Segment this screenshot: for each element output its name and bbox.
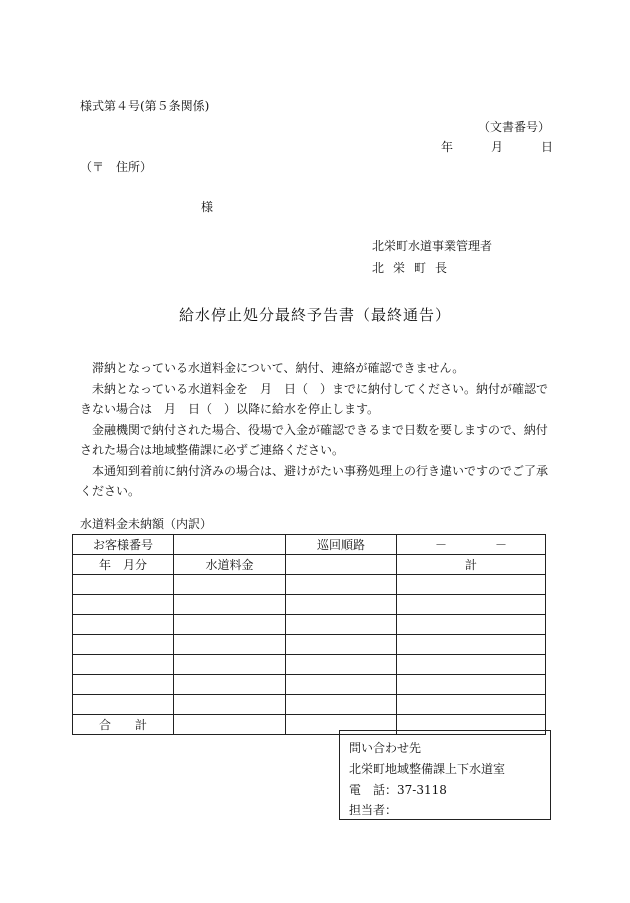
table-cell — [286, 695, 397, 715]
document-number: （文書番号） — [477, 120, 550, 134]
table-cell — [286, 615, 397, 635]
table-header-row — [73, 535, 546, 555]
table-cell — [73, 615, 174, 635]
table-cell — [397, 655, 546, 675]
table-cell — [174, 655, 286, 675]
contact-person: 担当者： — [349, 803, 398, 817]
table-caption: 水道料金未納額（内訳） — [80, 517, 213, 531]
table-cell — [286, 675, 397, 695]
col-month: 年 月分 — [73, 555, 174, 575]
table-cell — [397, 615, 546, 635]
table-cell — [73, 675, 174, 695]
table-cell — [397, 695, 546, 715]
total-charge — [174, 715, 286, 735]
notice-paragraph: 金融機関で納付された場合、役場で入金が確認できるまで日数を要しますので、納付された場合は地域整備課に必ずご連絡ください。 — [80, 422, 548, 457]
table-cell — [73, 695, 174, 715]
table-cell — [174, 695, 286, 715]
table-cell — [397, 635, 546, 655]
recipient-suffix: 様 — [201, 200, 214, 214]
table-cell — [174, 675, 286, 695]
customer-number-value — [174, 535, 286, 555]
notice-paragraph: 未納となっている水道料金を 月 日（ ）までに納付してください。納付が確認できない場合は 月 日（ ）以降に給水を停止します。 — [80, 381, 549, 416]
table-row — [73, 615, 546, 635]
table-row — [73, 635, 546, 655]
issuer-name: 北栄町長 — [372, 261, 457, 275]
table-row — [73, 595, 546, 615]
table-cell — [397, 595, 546, 615]
date-year: 年 — [441, 140, 454, 154]
table-cell — [73, 635, 174, 655]
table-cell — [73, 655, 174, 675]
table-row — [73, 655, 546, 675]
contact-heading: 問い合わせ先 — [349, 741, 422, 755]
table-cell — [174, 595, 286, 615]
table-cell — [286, 575, 397, 595]
table-cell — [397, 675, 546, 695]
address: （〒 住所） — [80, 160, 153, 174]
col-total: 計 — [397, 555, 546, 575]
date-line — [441, 138, 553, 155]
arrears-table — [72, 534, 546, 735]
issuer-title: 北栄町水道事業管理者 — [372, 239, 493, 253]
table-cell — [286, 655, 397, 675]
col-charge: 水道料金 — [174, 555, 286, 575]
notice-body — [80, 358, 552, 502]
contact-office: 北栄町地域整備課上下水道室 — [349, 762, 506, 776]
table-cell — [286, 595, 397, 615]
route-value: － － — [397, 535, 546, 555]
total-label: 合 計 — [73, 715, 174, 735]
table-column-row — [73, 555, 546, 575]
table-cell — [73, 595, 174, 615]
table-cell — [286, 635, 397, 655]
table-cell — [397, 575, 546, 595]
route-label: 巡回順路 — [286, 535, 397, 555]
date-month: 月 — [491, 140, 504, 154]
table-cell — [174, 635, 286, 655]
notice-paragraph: 本通知到着前に納付済みの場合は、避けがたい事務処理上の行き違いですのでご了承ください。 — [80, 463, 549, 498]
document-title: 給水停止処分最終予告書（最終通告） — [178, 306, 451, 324]
table-row — [73, 675, 546, 695]
table-cell — [174, 575, 286, 595]
contact-phone: 電 話：37-3118 — [349, 783, 447, 797]
table-cell — [174, 615, 286, 635]
notice-paragraph: 滞納となっている水道料金について、納付、連絡が確認できません。 — [92, 361, 465, 375]
col-blank — [286, 555, 397, 575]
table-cell — [73, 575, 174, 595]
form-label: 様式第４号(第５条関係) — [80, 99, 210, 113]
customer-number-label: お客様番号 — [73, 535, 174, 555]
contact-box — [339, 730, 551, 820]
date-day: 日 — [541, 140, 554, 154]
table-row — [73, 575, 546, 595]
table-row — [73, 695, 546, 715]
